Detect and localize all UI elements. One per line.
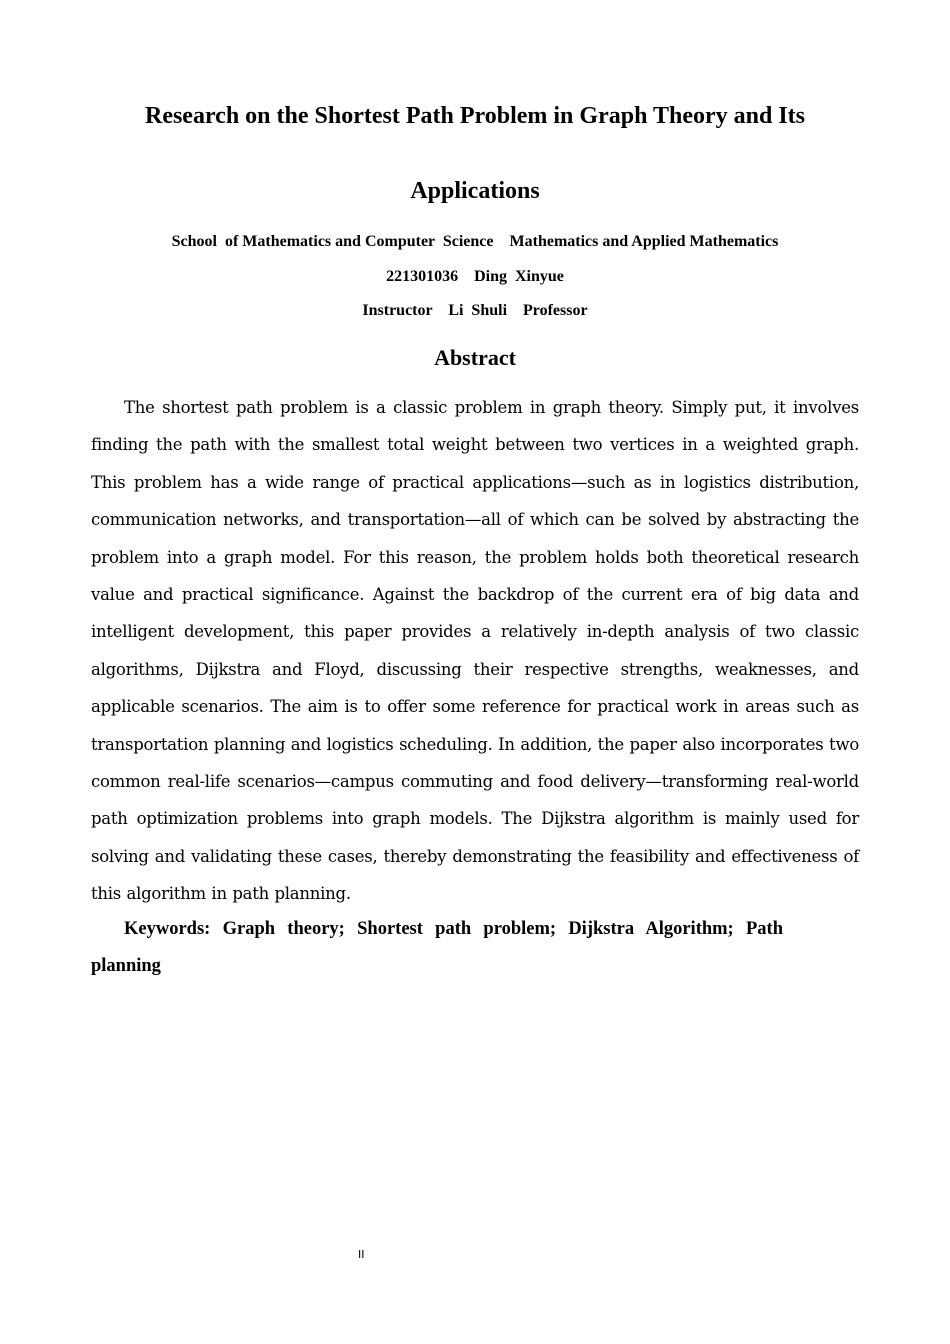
affiliation-line: School of Mathematics and Computer Science Mathematics and Applied Mathematics xyxy=(171,233,779,250)
page-number: II xyxy=(358,1248,365,1261)
keywords-paragraph xyxy=(91,911,783,986)
paper-title-line-1: Research on the Shortest Path Problem in Graph Theory and Its xyxy=(144,103,806,129)
keywords-label: Keywords: xyxy=(124,919,211,939)
paper-title-line-2: Applications xyxy=(410,178,540,204)
keywords-list: Graph theory; Shortest path problem; Dijkstra Algorithm; Path planning xyxy=(91,919,783,977)
instructor-line: Instructor Li Shuli Professor xyxy=(362,302,588,319)
abstract-body: The shortest path problem is a classic problem in graph theory. Simply put, it involves finding the path with the smallest total weight between two vertices in a weighted graph. This problem has a wide range of practical applications—such as in logistics distribution, communication networks, and transportation—all of which can be solved by abstracting the problem into a graph model. For this reason, the problem holds both theoretical research value and practical significance. Against the backdrop of the current era of big data and intelligent development, this paper provides a relatively in-depth analysis of two classic algorithms, Dijkstra and Floyd, discussing their respective strengths, weaknesses, and applicable scenarios. The aim is to offer some reference for practical work in areas such as transportation planning and logistics scheduling. In addition, the paper also incorporates two common real-life scenarios—campus commuting and food delivery—transforming real-world path optimization problems into graph models. The Dijkstra algorithm is mainly used for solving and validating these cases, thereby demonstrating the feasibility and effectiveness of this algorithm in path planning. xyxy=(91,398,859,904)
student-line: 221301036 Ding Xinyue xyxy=(386,268,564,285)
abstract-heading: Abstract xyxy=(434,345,516,370)
